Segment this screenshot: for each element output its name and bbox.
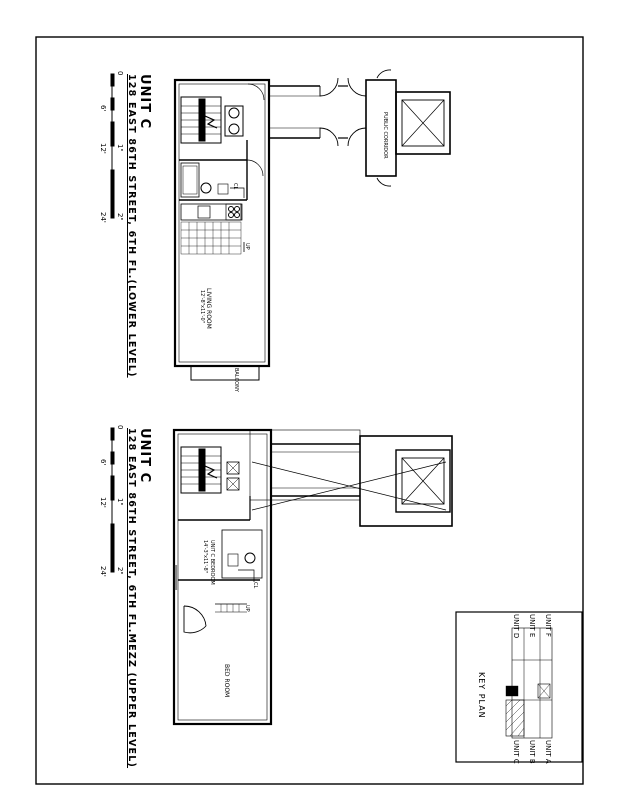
toilet [201, 183, 211, 193]
bedroom-label: BED ROOM [223, 664, 230, 698]
lower-address-title: 128 EAST 86TH STREET, 6TH FL.(LOWER LEVEL) [126, 74, 137, 378]
scale-sub-tick: 1" [116, 144, 124, 152]
upper-unit-title: UNIT C [137, 428, 152, 484]
public-corridor-label: PUBLIC CORRIDOR [382, 112, 388, 159]
key-unit-d: UNIT D [512, 614, 520, 639]
upper-up-label: UP [244, 605, 250, 612]
bedroom-dims: 14'-3"x11'-8" [202, 540, 208, 574]
key-unit-a: UNIT A [544, 740, 552, 764]
scale-tick: 6' [99, 459, 107, 466]
lower-level-plan [175, 70, 450, 380]
key-unit-e: UNIT E [528, 614, 536, 638]
living-room-label: LIVING ROOM [205, 288, 212, 329]
scale-sub-tick: 2" [116, 213, 124, 221]
scale-tick: 24' [99, 212, 107, 223]
balcony-label: BALCONY [233, 368, 239, 392]
scale-sub-tick: 1" [116, 498, 124, 506]
key-unit-f: UNIT F [544, 614, 552, 637]
scale-bar-upper [111, 428, 114, 572]
upper-closet-label: CL [252, 582, 258, 589]
living-room-dims: 12'-8"x11'-0" [199, 290, 205, 324]
public-corridor [366, 80, 396, 176]
bathtub [181, 163, 199, 197]
scale-tick: 0 [116, 425, 124, 430]
scale-bar-lower [111, 74, 114, 218]
lower-unit-title: UNIT C [137, 74, 152, 130]
stove [226, 204, 242, 220]
key-unit-c: UNIT C [512, 740, 520, 764]
scale-tick: 6' [99, 105, 107, 112]
scale-tick: 24' [99, 566, 107, 577]
scale-sub-tick: 2" [116, 567, 124, 575]
upper-level-plan [174, 430, 452, 724]
key-unit-b: UNIT B [528, 740, 536, 764]
scale-tick: 12' [99, 497, 107, 508]
upper-address-title: 128 EAST 86TH STREET, 6TH FL.MEZZ (UPPER LEVEL) [126, 428, 137, 769]
scale-tick: 12' [99, 143, 107, 154]
kitchen-tile [181, 222, 241, 254]
lower-up-label: UP [244, 243, 250, 250]
key-plan-title: KEY PLAN [477, 672, 486, 719]
balcony [191, 366, 259, 380]
unit-c-bedroom-label: UNIT C BEDROOM [209, 540, 215, 585]
scale-tick: 0 [116, 71, 124, 76]
lower-closet-label: CL [232, 183, 238, 190]
